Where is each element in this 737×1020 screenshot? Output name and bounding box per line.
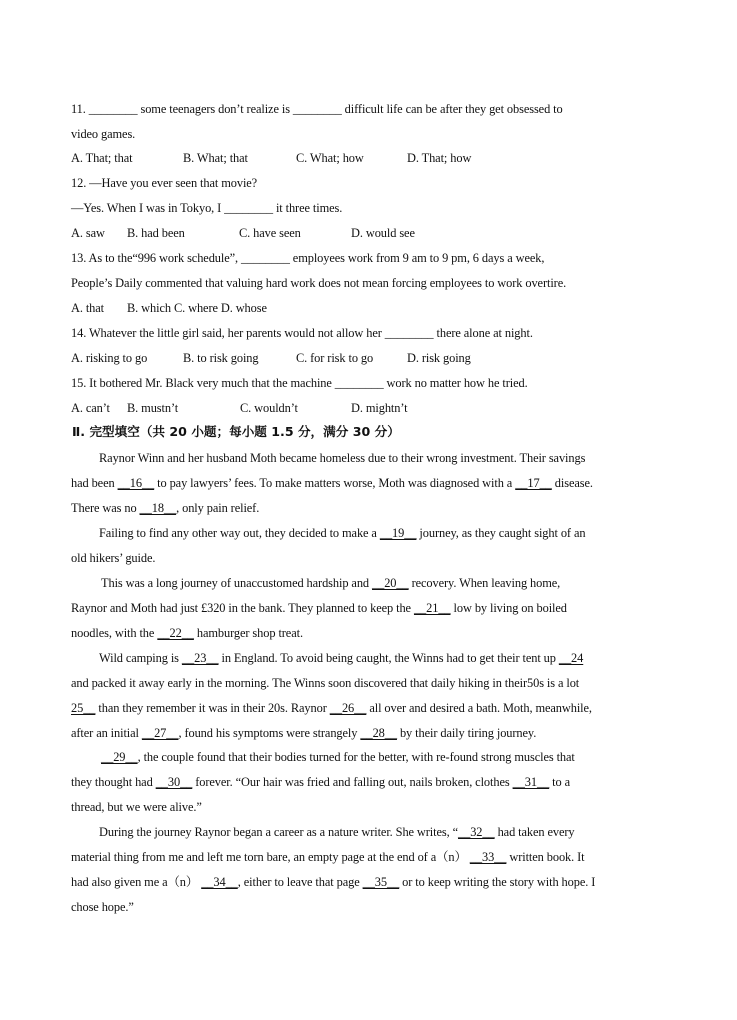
blank-27: __27__ [141,726,179,740]
q13-stem: 13. As to the“996 work schedule”, ________ employees work from 9 am to 9 pm, 6 days a week, [71,251,545,265]
passage-line: Raynor Winn and her husband Moth became homeless due to their wrong investment. Their savings [99,451,586,465]
q13-option-bcd: B. which C. where D. whose [127,301,267,315]
q14-option-c: C. for risk to go [296,351,374,365]
blank-35: __35__ [362,875,400,889]
passage-line: This was a long journey of unaccustomed hardship and __20__ recovery. When leaving home, [101,576,561,590]
q15-option-c: C. wouldn’t [240,401,298,415]
passage-line: and packed it away early in the morning. The Winns soon discovered that daily hiking in their50s is a lot [71,676,580,690]
passage-line: noodles, with the __22__ hamburger shop treat. [71,626,303,640]
blank-32: __32__ [458,825,495,839]
blank-25: 25__ [71,701,96,715]
q11-option-b: B. What; that [183,151,248,165]
blank-19: __19__ [379,526,417,540]
passage-line: old hikers’ guide. [71,551,156,565]
q14-option-a: A. risking to go [71,351,148,365]
passage-line: they thought had __30__ forever. “Our hair was fried and falling out, nails broken, clothes __31__ to a [71,775,571,789]
passage-line: chose hope.” [71,900,134,914]
q12-stem-cont: —Yes. When I was in Tokyo, I ________ it three times. [71,201,343,215]
passage-line: 25__ than they remember it was in their 20s. Raynor __26__ all over and desired a bath. Moth, meanwhile, [71,701,592,715]
blank-34: __34__ [201,875,238,889]
blank-18: __18__ [139,501,177,515]
blank-28: __28__ [360,726,397,740]
passage-line: Failing to find any other way out, they decided to make a __19__ journey, as they caught sight of an [99,526,586,540]
passage-line: There was no __18__, only pain relief. [71,501,260,515]
q15-option-b: B. mustn’t [127,401,179,415]
blank-23: __23__ [181,651,219,665]
q15-option-d: D. mightn’t [351,401,408,415]
passage-line: had also given me a（n） __34__, either to leave that page __35__ or to keep writing the story with hope. I [71,875,596,889]
passage-line: after an initial __27__, found his symptoms were strangely __28__ by their daily tiring journey. [71,726,537,740]
q14-option-d: D. risk going [407,351,471,365]
q15-stem: 15. It bothered Mr. Black very much that the machine ________ work no matter how he tried. [71,376,528,390]
passage-line: Raynor and Moth had just £320 in the bank. They planned to keep the __21__ low by living on boiled [71,601,567,615]
q14-option-b: B. to risk going [183,351,259,365]
passage-line: thread, but we were alive.” [71,800,202,814]
passage-line: Wild camping is __23__ in England. To avoid being caught, the Winns had to get their tent up __24 [99,651,584,665]
blank-30: __30__ [155,775,193,789]
blank-22: __22__ [157,626,194,640]
passage-line: had been __16__ to pay lawyers’ fees. To make matters worse, Moth was diagnosed with a __17__ disease. [71,476,593,490]
blank-17: __17__ [515,476,552,490]
blank-29: __29__ [101,750,138,764]
q11-stem-cont: video games. [71,127,136,141]
blank-21: __21__ [413,601,451,615]
passage-line: During the journey Raynor began a career as a nature writer. She writes, “__32__ had taken every [99,825,575,839]
q12-option-d: D. would see [351,226,415,240]
blank-16: __16__ [117,476,155,490]
q12-stem: 12. —Have you ever seen that movie? [71,176,258,190]
section-2-title: Ⅱ. 完型填空（共 20 小题；每小题 1.5 分，满分 30 分） [72,424,400,439]
q12-option-a: A. saw [71,226,105,240]
blank-24: __24 [558,651,584,665]
q11-stem: 11. ________ some teenagers don’t realize is ________ difficult life can be after they get obsessed to [71,102,563,116]
blank-20: __20__ [372,576,409,590]
passage-line: material thing from me and left me torn bare, an empty page at the end of a（n） __33__ written book. It [71,850,585,864]
q15-option-a: A. can’t [71,401,110,415]
q12-option-c: C. have seen [239,226,301,240]
q11-option-a: A. That; that [71,151,133,165]
q13-option-a: A. that [71,301,105,315]
blank-33: __33__ [469,850,507,864]
blank-31: __31__ [512,775,550,789]
q11-option-c: C. What; how [296,151,364,165]
blank-26: __26__ [329,701,367,715]
q13-stem-cont: People’s Daily commented that valuing hard work does not mean forcing employees to work overtire. [71,276,567,290]
passage-line: __29__, the couple found that their bodies turned for the better, with re-found strong muscles that [101,750,575,764]
q12-option-b: B. had been [127,226,185,240]
q14-stem: 14. Whatever the little girl said, her parents would not allow her ________ there alone at night. [71,326,533,340]
q11-option-d: D. That; how [407,151,472,165]
